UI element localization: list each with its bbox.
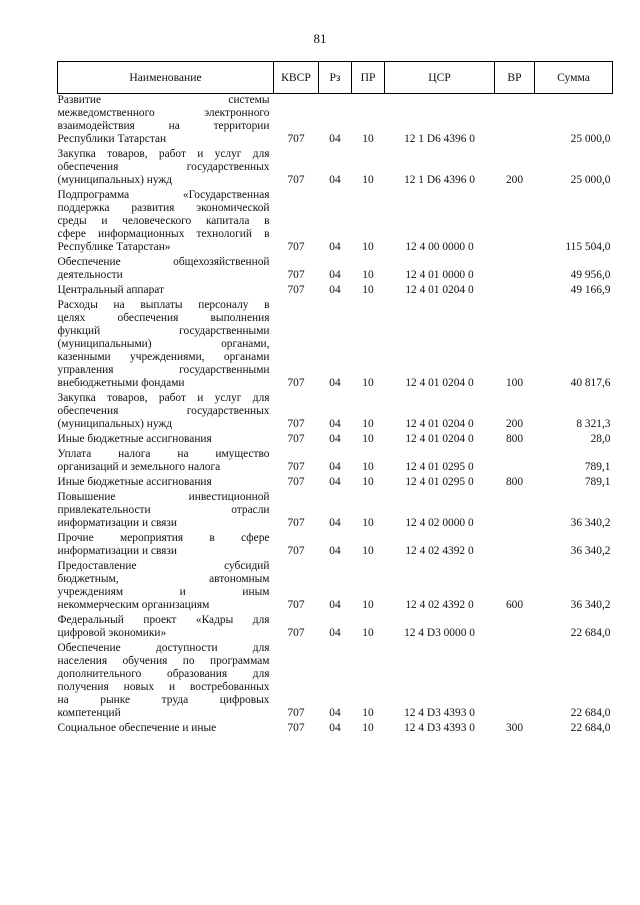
table-row	[58, 148, 613, 189]
row-name	[58, 448, 274, 476]
cell-sum: 40 817,6	[570, 377, 611, 389]
row-name	[58, 642, 274, 722]
row-name-line: Иные бюджетные ассигнования	[57, 433, 212, 445]
header-csr: ЦСР	[385, 62, 495, 94]
cell-rz: 04	[329, 627, 341, 639]
cell-pr: 10	[362, 284, 374, 296]
row-name	[58, 614, 274, 642]
cell-vr: 800	[505, 476, 524, 488]
cell-csr: 12 4 01 0295 0	[405, 461, 474, 473]
cell-rz: 04	[329, 461, 341, 473]
table-row	[58, 476, 613, 491]
row-name	[58, 299, 274, 392]
cell-kvsr: 707	[287, 269, 305, 281]
cell-kvsr: 707	[287, 707, 305, 719]
cell-rz: 04	[329, 722, 341, 734]
cell-sum: 115 504,0	[565, 241, 611, 253]
cell-csr: 12 4 D3 4393 0	[404, 707, 475, 719]
cell-vr	[495, 642, 535, 722]
table-header-row	[58, 62, 613, 94]
row-name-line: функций государственными	[57, 325, 270, 337]
cell-sum: 36 340,2	[570, 545, 611, 557]
cell-vr: 200	[505, 174, 524, 186]
row-name-line: информатизации и связи	[57, 517, 178, 529]
table-row	[58, 284, 613, 299]
cell-pr: 10	[362, 241, 374, 253]
row-name-line: компетенций	[57, 707, 121, 719]
table-row	[58, 189, 613, 256]
cell-pr: 10	[362, 707, 374, 719]
cell-rz: 04	[329, 433, 341, 445]
table-row	[58, 448, 613, 476]
row-name-line: Иные бюджетные ассигнования	[57, 476, 212, 488]
row-name-line: Республики Татарстан	[57, 133, 167, 145]
cell-kvsr: 707	[287, 241, 305, 253]
cell-csr: 12 4 01 0204 0	[405, 284, 474, 296]
cell-csr: 12 1 D6 4396 0	[404, 174, 475, 186]
table-row	[58, 256, 613, 284]
row-name-line: Повышение инвестиционной	[57, 491, 270, 503]
row-name	[58, 560, 274, 614]
row-name-line: Социальное обеспечение и иные	[57, 722, 217, 734]
table-body	[58, 94, 613, 738]
row-name-line: Обеспечение общехозяйственной	[57, 256, 270, 268]
row-name-line: получения новых и востребованных	[57, 681, 270, 693]
cell-rz: 04	[329, 284, 341, 296]
row-name-line: взаимодействия на территории	[57, 120, 270, 132]
row-name-line: Расходы на выплаты персоналу в	[57, 299, 270, 311]
row-name-line: Развитие системы	[57, 94, 270, 106]
row-name	[58, 476, 274, 491]
header-sum: Сумма	[535, 62, 613, 94]
cell-sum: 36 340,2	[570, 517, 611, 529]
cell-csr: 12 4 D3 4393 0	[404, 722, 475, 734]
cell-kvsr: 707	[287, 284, 305, 296]
cell-kvsr: 707	[287, 174, 305, 186]
row-name-line: Закупка товаров, работ и услуг для	[57, 392, 270, 404]
cell-pr: 10	[362, 599, 374, 611]
row-name-line: Центральный аппарат	[57, 284, 165, 296]
row-name-line: Республике Татарстан»	[57, 241, 171, 253]
cell-kvsr: 707	[287, 722, 305, 734]
cell-kvsr: 707	[287, 627, 305, 639]
row-name-line: обеспечения государственных	[57, 405, 270, 417]
cell-rz: 04	[329, 241, 341, 253]
row-name	[58, 189, 274, 256]
row-name-line: казенными учреждениями, органами	[57, 351, 270, 363]
cell-vr	[495, 189, 535, 256]
row-name-line: Закупка товаров, работ и услуг для	[57, 148, 270, 160]
table-row	[58, 299, 613, 392]
cell-vr: 300	[505, 722, 524, 734]
cell-sum: 789,1	[584, 476, 611, 488]
row-name-line: управления государственными	[57, 364, 270, 376]
table-row	[58, 722, 613, 737]
row-name-line: среды и человеческого капитала в	[57, 215, 270, 227]
cell-pr: 10	[362, 627, 374, 639]
row-name-line: сфере информационных технологий в	[57, 228, 270, 240]
row-name-line: Уплата налога на имущество	[57, 448, 270, 460]
table-row	[58, 94, 613, 149]
row-name	[58, 284, 274, 299]
row-name-line: деятельности	[57, 269, 123, 281]
row-name	[58, 256, 274, 284]
cell-pr: 10	[362, 377, 374, 389]
cell-csr: 12 4 02 4392 0	[405, 599, 474, 611]
cell-vr: 800	[505, 433, 524, 445]
row-name-line: бюджетным, автономным	[57, 573, 270, 585]
cell-rz: 04	[329, 517, 341, 529]
budget-table	[57, 61, 613, 737]
row-name-line: населения обучения по программам	[57, 655, 270, 667]
cell-pr: 10	[362, 133, 374, 145]
header-rz: Рз	[319, 62, 352, 94]
cell-sum: 25 000,0	[570, 174, 611, 186]
cell-vr	[495, 284, 535, 299]
header-pr: ПР	[352, 62, 385, 94]
cell-sum: 49 166,9	[570, 284, 611, 296]
row-name	[58, 722, 274, 737]
table-row	[58, 392, 613, 433]
cell-rz: 04	[329, 269, 341, 281]
cell-sum: 22 684,0	[570, 707, 611, 719]
cell-kvsr: 707	[287, 133, 305, 145]
row-name-line: Предоставление субсидий	[57, 560, 270, 572]
row-name-line: организаций и земельного налога	[57, 461, 221, 473]
cell-vr: 600	[505, 599, 524, 611]
row-name	[58, 392, 274, 433]
row-name-line: обеспечения государственных	[57, 161, 270, 173]
cell-vr	[495, 491, 535, 532]
table-row	[58, 532, 613, 560]
row-name-line: (муниципальными) органами,	[57, 338, 270, 350]
cell-pr: 10	[362, 174, 374, 186]
row-name-line: дополнительного образования для	[57, 668, 270, 680]
table-row	[58, 614, 613, 642]
cell-csr: 12 4 01 0295 0	[405, 476, 474, 488]
cell-vr	[495, 532, 535, 560]
row-name-line: внебюджетными фондами	[57, 377, 185, 389]
cell-rz: 04	[329, 599, 341, 611]
cell-sum: 8 321,3	[576, 418, 611, 430]
row-name-line: Прочие мероприятия в сфере	[57, 532, 270, 544]
cell-csr: 12 4 01 0204 0	[405, 418, 474, 430]
cell-sum: 28,0	[590, 433, 611, 445]
cell-sum: 49 956,0	[570, 269, 611, 281]
cell-csr: 12 4 D3 0000 0	[404, 627, 475, 639]
cell-csr: 12 4 01 0204 0	[405, 433, 474, 445]
cell-rz: 04	[329, 418, 341, 430]
header-kvsr: КВСР	[274, 62, 319, 94]
row-name-line: поддержка развития экономической	[57, 202, 270, 214]
cell-csr: 12 4 01 0204 0	[405, 377, 474, 389]
budget-table-container	[57, 61, 612, 737]
cell-rz: 04	[329, 377, 341, 389]
header-vr: ВР	[495, 62, 535, 94]
row-name-line: учреждениям и иным	[57, 586, 270, 598]
cell-kvsr: 707	[287, 517, 305, 529]
cell-vr: 200	[505, 418, 524, 430]
row-name-line: цифровой экономики»	[57, 627, 167, 639]
cell-pr: 10	[362, 545, 374, 557]
cell-sum: 789,1	[584, 461, 611, 473]
cell-csr: 12 4 01 0000 0	[405, 269, 474, 281]
cell-rz: 04	[329, 174, 341, 186]
cell-csr: 12 4 02 4392 0	[405, 545, 474, 557]
row-name-line: межведомственного электронного	[57, 107, 270, 119]
row-name	[58, 433, 274, 448]
row-name	[58, 148, 274, 189]
cell-kvsr: 707	[287, 377, 305, 389]
cell-pr: 10	[362, 722, 374, 734]
cell-sum: 22 684,0	[570, 627, 611, 639]
row-name-line: целях обеспечения выполнения	[57, 312, 270, 324]
table-row	[58, 642, 613, 722]
cell-rz: 04	[329, 476, 341, 488]
cell-rz: 04	[329, 545, 341, 557]
cell-vr	[495, 614, 535, 642]
row-name-line: информатизации и связи	[57, 545, 178, 557]
table-row	[58, 491, 613, 532]
cell-sum: 36 340,2	[570, 599, 611, 611]
cell-csr: 12 4 00 0000 0	[405, 241, 474, 253]
header-name: Наименование	[58, 62, 274, 94]
cell-rz: 04	[329, 707, 341, 719]
cell-pr: 10	[362, 269, 374, 281]
cell-rz: 04	[329, 133, 341, 145]
cell-vr	[495, 256, 535, 284]
row-name-line: Подпрограмма «Государственная	[57, 189, 270, 201]
row-name-line: некоммерческим организациям	[57, 599, 210, 611]
row-name	[58, 491, 274, 532]
table-row	[58, 433, 613, 448]
cell-kvsr: 707	[287, 476, 305, 488]
cell-csr: 12 1 D6 4396 0	[404, 133, 475, 145]
cell-sum: 25 000,0	[570, 133, 611, 145]
table-row	[58, 560, 613, 614]
row-name-line: Обеспечение доступности для	[57, 642, 270, 654]
cell-kvsr: 707	[287, 461, 305, 473]
cell-pr: 10	[362, 418, 374, 430]
cell-pr: 10	[362, 517, 374, 529]
cell-pr: 10	[362, 433, 374, 445]
cell-vr	[495, 448, 535, 476]
cell-vr: 100	[505, 377, 524, 389]
cell-sum: 22 684,0	[570, 722, 611, 734]
row-name	[58, 532, 274, 560]
cell-pr: 10	[362, 461, 374, 473]
cell-kvsr: 707	[287, 599, 305, 611]
cell-kvsr: 707	[287, 433, 305, 445]
row-name-line: (муниципальных) нужд	[57, 174, 173, 186]
row-name-line: привлекательности отрасли	[57, 504, 270, 516]
row-name-line: (муниципальных) нужд	[57, 418, 173, 430]
cell-csr: 12 4 02 0000 0	[405, 517, 474, 529]
cell-pr: 10	[362, 476, 374, 488]
page-number: 81	[313, 31, 327, 46]
row-name-line: на рынке труда цифровых	[57, 694, 270, 706]
cell-kvsr: 707	[287, 545, 305, 557]
row-name-line: Федеральный проект «Кадры для	[57, 614, 270, 626]
cell-vr	[495, 94, 535, 149]
cell-kvsr: 707	[287, 418, 305, 430]
row-name	[58, 94, 274, 149]
